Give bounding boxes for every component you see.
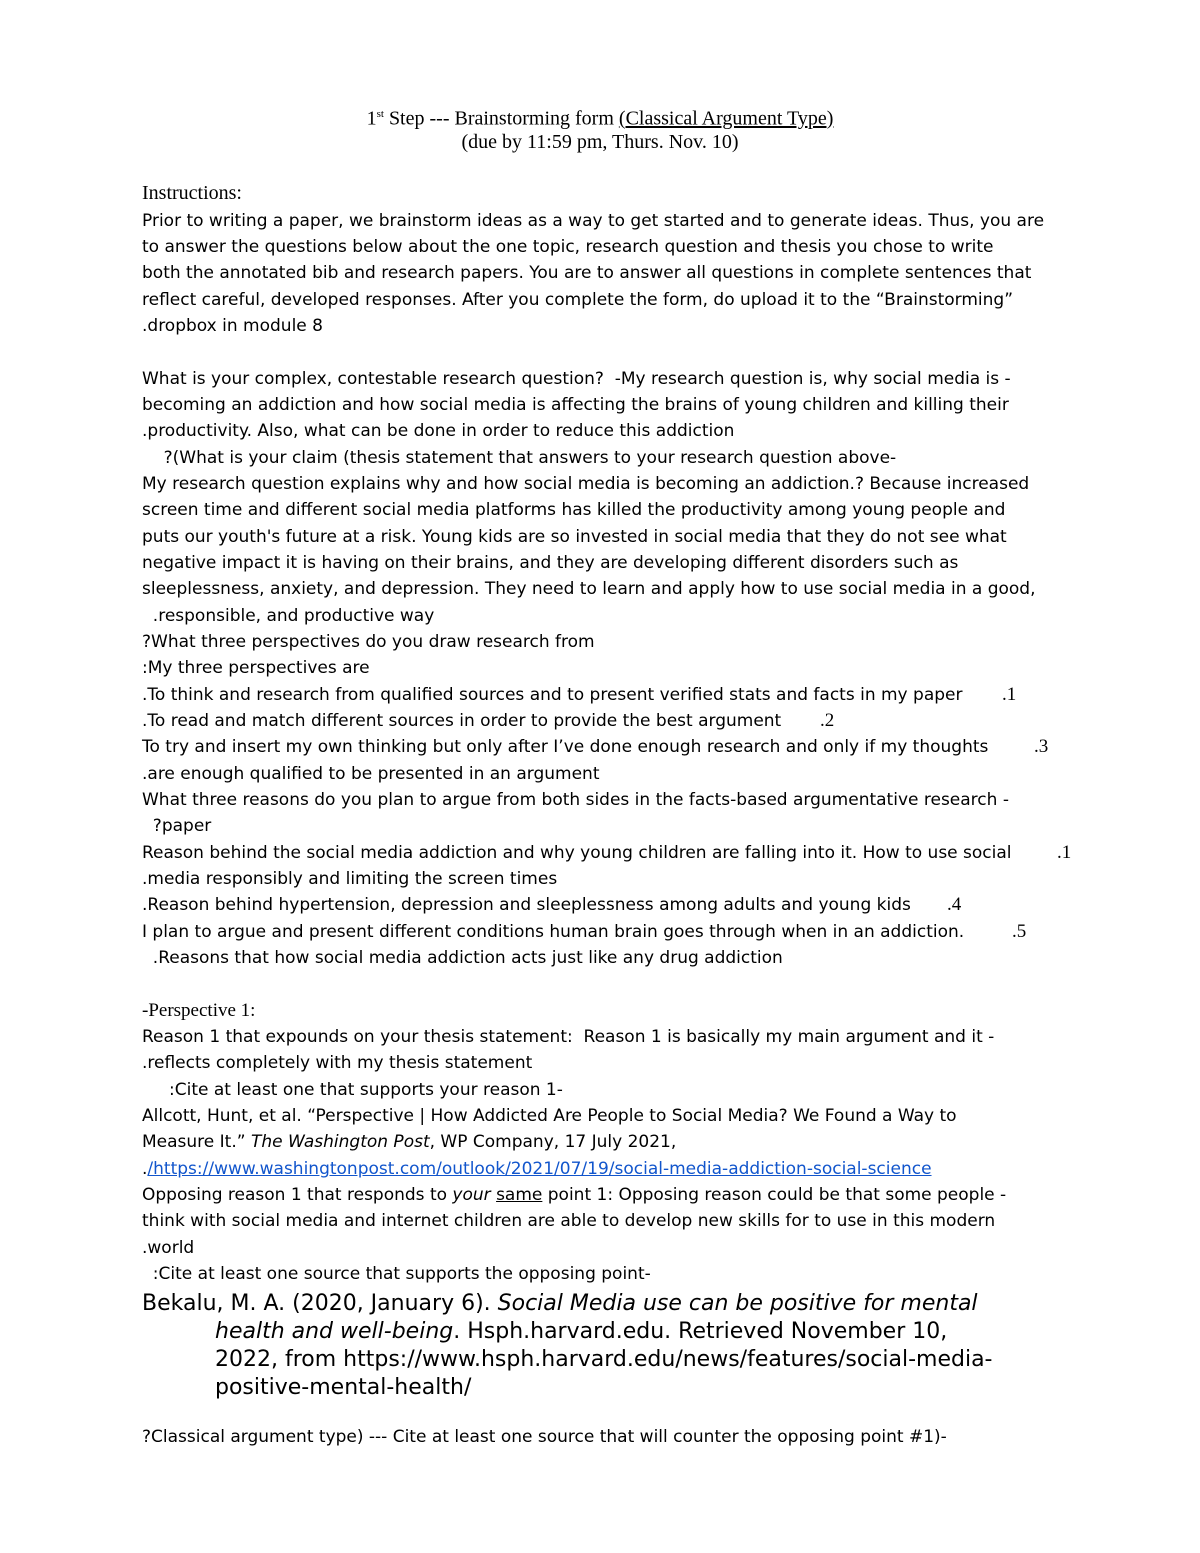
citation-text: . — [142, 1159, 148, 1179]
body-line — [142, 1182, 1006, 1208]
perspective-heading: -Perspective 1: — [142, 1000, 256, 1021]
body-text: point 1: Opposing reason could be that some people - — [542, 1185, 1007, 1205]
body-line: puts our youth's future at a risk. Young kids are so invested in social media that they do not see what — [142, 527, 1007, 547]
body-line: :Cite at least one that supports your reason 1- — [142, 1080, 563, 1100]
list-number: .1 — [1002, 684, 1017, 705]
citation-text: . Hsph.harvard.edu. Retrieved November 10, — [453, 1319, 948, 1344]
large-citation-line — [142, 1289, 978, 1319]
body-line: .media responsibly and limiting the screen times — [142, 869, 558, 889]
instruction-line: reflect careful, developed responses. After you complete the form, do upload it to the “Brainstorming” — [142, 290, 1014, 310]
body-line: .are enough qualified to be presented in an argument — [142, 764, 600, 784]
list-item: .Reason behind hypertension, depression and sleeplessness among adults and young kids — [142, 895, 911, 915]
instruction-line: both the annotated bib and research papers. You are to answer all questions in complete sentences that — [142, 263, 1032, 283]
citation-title: health and well-being — [215, 1319, 454, 1344]
citation-title: Social Media use can be positive for mental — [497, 1291, 978, 1316]
citation-url-link[interactable]: /https://www.washingtonpost.com/outlook/2021/07/19/social-media-addiction-social-science — [147, 1159, 932, 1179]
body-line: ?(What is your claim (thesis statement that answers to your research question above- — [142, 448, 897, 468]
large-citation-line: 2022, from https://www.hsph.harvard.edu/news/features/social-media- — [215, 1347, 993, 1372]
body-line: .responsible, and productive way — [142, 606, 435, 626]
instruction-line: Prior to writing a paper, we brainstorm ideas as a way to get started and to generate ideas. Thus, you are — [142, 211, 1045, 231]
body-line: :My three perspectives are — [142, 658, 370, 678]
body-line: What three reasons do you plan to argue from both sides in the facts-based argumentative research - — [142, 790, 1009, 810]
body-line: becoming an addiction and how social media is affecting the brains of young children and killing their — [142, 395, 1009, 415]
body-line: My research question explains why and how social media is becoming an addiction.? Because increased — [142, 474, 1030, 494]
list-item: To try and insert my own thinking but only after I’ve done enough research and only if my thoughts — [142, 737, 989, 757]
list-item: Reason behind the social media addiction and why young children are falling into it. How to use social — [142, 843, 1012, 863]
body-line: ?What three perspectives do you draw research from — [142, 632, 595, 652]
citation-source-title: The Washington Post — [250, 1132, 430, 1152]
citation-line — [142, 1156, 932, 1182]
body-line: :Cite at least one source that supports the opposing point- — [142, 1264, 651, 1284]
due-date: (due by 11:59 pm, Thurs. Nov. 10) — [461, 131, 739, 153]
body-line: .Reasons that how social media addiction acts just like any drug addiction — [142, 948, 783, 968]
citation-text: , WP Company, 17 July 2021, — [429, 1132, 677, 1152]
list-item: I plan to argue and present different conditions human brain goes through when in an addiction. — [142, 922, 965, 942]
title-superscript: st — [376, 108, 384, 120]
title-number: 1 — [366, 107, 377, 130]
body-line: .world — [142, 1238, 195, 1258]
body-text: Opposing reason 1 that responds to — [142, 1185, 453, 1205]
citation-text: Bekalu, M. A. (2020, January 6). — [142, 1291, 498, 1316]
list-number: .4 — [947, 894, 962, 915]
list-number: .2 — [820, 710, 835, 731]
list-number: .3 — [1034, 736, 1049, 757]
body-line: negative impact it is having on their brains, and they are developing different disorders such as — [142, 553, 959, 573]
large-citation-line — [215, 1317, 947, 1347]
list-item: .To read and match different sources in order to provide the best argument — [142, 711, 782, 731]
instruction-line: to answer the questions below about the one topic, research question and thesis you chose to write — [142, 237, 994, 257]
citation-line — [142, 1129, 676, 1155]
list-item: .To think and research from qualified sources and to present verified stats and facts in my paper — [142, 685, 963, 705]
instruction-line: .dropbox in module 8 — [142, 316, 323, 336]
body-line: ?paper — [142, 816, 212, 836]
body-line: think with social media and internet children are able to develop new skills for to use in this modern — [142, 1211, 996, 1231]
body-line: screen time and different social media platforms has killed the productivity among young people and — [142, 500, 1006, 520]
instructions-heading: Instructions: — [142, 182, 242, 204]
body-line: Reason 1 that expounds on your thesis statement: Reason 1 is basically my main argument and it - — [142, 1027, 995, 1047]
emphasis-text: your — [452, 1185, 491, 1205]
list-number: .1 — [1057, 842, 1072, 863]
title-text: Step --- Brainstorming form — [383, 107, 619, 130]
large-citation-line: positive-mental-health/ — [215, 1375, 472, 1400]
citation-line: Allcott, Hunt, et al. “Perspective | How Addicted Are People to Social Media? We Found a Way to — [142, 1106, 957, 1126]
citation-text: Measure It.” — [142, 1132, 251, 1152]
body-line: .productivity. Also, what can be done in order to reduce this addiction — [142, 421, 735, 441]
body-line: ?Classical argument type) --- Cite at least one source that will counter the opposing point #1)- — [142, 1427, 947, 1447]
body-line: What is your complex, contestable research question? -My research question is, why social media is - — [142, 369, 1011, 389]
body-line: .reflects completely with my thesis statement — [142, 1053, 533, 1073]
body-line: sleeplessness, anxiety, and depression. They need to learn and apply how to use social media in a good, — [142, 579, 1036, 599]
title-underlined-text: (Classical Argument Type) — [618, 107, 834, 130]
list-number: .5 — [1012, 921, 1027, 942]
underlined-text: same — [496, 1185, 543, 1205]
